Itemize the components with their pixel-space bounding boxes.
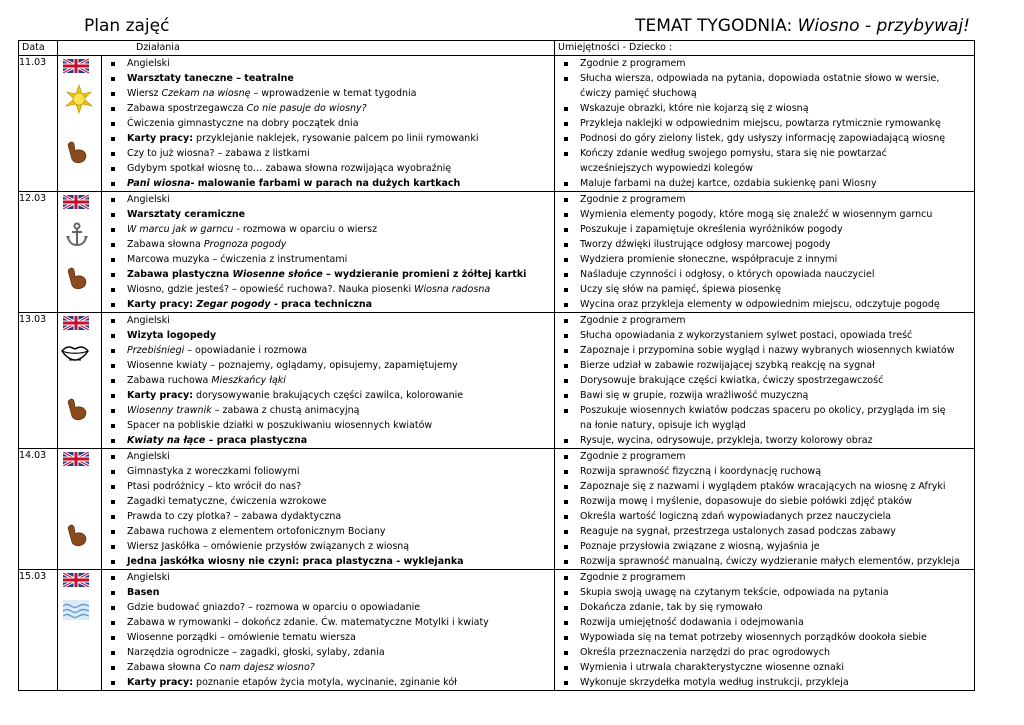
skill-item: ćwiczy pamięć słuchową bbox=[580, 88, 697, 99]
activity-text-part: Karty pracy: bbox=[127, 299, 197, 310]
skill-item: Wymienia i utrwala charakterystyczne wiosenne oznaki bbox=[557, 660, 970, 675]
activity-item bbox=[104, 343, 550, 358]
skill-item: Słucha opowiadania z wykorzystaniem sylwet postaci, opowiada treść bbox=[557, 328, 970, 343]
skill-item: Określa przeznaczenia narzędzi do prac ogrodowych bbox=[557, 645, 970, 660]
page-title: Plan zajęć bbox=[84, 16, 170, 36]
activity-text-part: Czekam na wiosnę bbox=[161, 88, 251, 99]
activity-item: Marcowa muzyka – ćwiczenia z instrumentami bbox=[104, 252, 550, 267]
header-date: Data bbox=[19, 41, 58, 56]
skill-item: Rozwija sprawność manualną, ćwiczy wydzieranie małych elementów, przykleja bbox=[557, 554, 970, 569]
activity-item: Wizyta logopedy bbox=[104, 328, 550, 343]
day-activities bbox=[102, 192, 555, 313]
day-icons bbox=[58, 56, 102, 192]
activity-item: Angielski bbox=[104, 570, 550, 585]
header-skills: Umiejętności - Dziecko : bbox=[555, 41, 975, 56]
skill-item: Wykonuje skrzydełka motyla według instrukcji, przykleja bbox=[557, 675, 970, 690]
activity-item bbox=[104, 282, 550, 297]
activity-item bbox=[104, 131, 550, 146]
skill-item: Zapoznaje się z nazwami i wyglądem ptaków wracających na wiosnę z Afryki bbox=[557, 479, 970, 494]
activity-item: Zagadki tematyczne, ćwiczenia wzrokowe bbox=[104, 494, 550, 509]
activity-item: Warsztaty ceramiczne bbox=[104, 207, 550, 222]
activity-text-part: Karty pracy: bbox=[127, 133, 194, 144]
activity-item: Prawda to czy plotka? – zabawa dydaktyczna bbox=[104, 509, 550, 524]
skill-item: Zgodnie z programem bbox=[557, 570, 970, 585]
skill-item: Zgodnie z programem bbox=[557, 56, 970, 71]
table-row bbox=[19, 56, 975, 192]
activity-item bbox=[104, 403, 550, 418]
skill-item: Wymienia elementy pogody, które mogą się znaleźć w wiosennym garncu bbox=[557, 207, 970, 222]
skill-item: Poszukuje i zapamiętuje określenia wyróżników pogody bbox=[557, 222, 970, 237]
activity-text-part: Karty pracy: bbox=[127, 677, 194, 688]
activity-item: Angielski bbox=[104, 56, 550, 71]
activity-list bbox=[102, 570, 554, 690]
activity-text-part: Zegar pogody bbox=[196, 299, 271, 310]
skill-item: Reaguje na sygnał, przestrzega ustalonych zasad podczas zabawy bbox=[557, 524, 970, 539]
activity-item bbox=[104, 176, 550, 191]
table-row bbox=[19, 313, 975, 449]
activity-text-part: - praca techniczna bbox=[270, 299, 373, 310]
day-date: 11.03 bbox=[19, 56, 58, 192]
skill-list bbox=[555, 192, 974, 312]
day-icons bbox=[58, 192, 102, 313]
skill-item: Określa wartość logiczną zdań wypowiadanych przez nauczyciela bbox=[557, 509, 970, 524]
sun-icon bbox=[64, 84, 94, 119]
activity-text-part: Zabawa słowna bbox=[127, 239, 204, 250]
day-activities bbox=[102, 449, 555, 570]
day-skills bbox=[555, 449, 975, 570]
activity-item bbox=[104, 237, 550, 252]
activity-item bbox=[104, 297, 550, 312]
skill-item: Poszukuje wiosennych kwiatów podczas spaceru po okolicy, przygląda im się bbox=[557, 403, 970, 418]
activity-item: Czy to już wiosna? – zabawa z listkami bbox=[104, 146, 550, 161]
activity-item: Gdybym spotkał wiosnę to… zabawa słowna rozwijająca wyobraźnię bbox=[104, 161, 550, 176]
day-icons bbox=[58, 449, 102, 570]
activity-item: Ćwiczenia gimnastyczne na dobry początek dnia bbox=[104, 116, 550, 131]
activity-item: Zabawa w rymowanki – dokończ zdanie. Ćw. matematyczne Motylki i kwiaty bbox=[104, 615, 550, 630]
skill-item: Bierze udział w zabawie rozwijającej szybką reakcję na sygnał bbox=[557, 358, 970, 373]
lips-icon bbox=[60, 343, 90, 368]
activity-item: Wiosenne porządki – omówienie tematu wiersza bbox=[104, 630, 550, 645]
activity-item: Gimnastyka z woreczkami foliowymi bbox=[104, 464, 550, 479]
header-activities: Działania bbox=[58, 41, 555, 56]
activity-list bbox=[102, 313, 554, 448]
activity-text-part: Zabawa plastyczna bbox=[127, 269, 233, 280]
activity-text-part: Wiosenny trawnik bbox=[127, 405, 212, 416]
activity-text-part: – opowiadanie i rozmowa bbox=[184, 345, 308, 356]
skill-item: Rozwija sprawność fizyczną i koordynację ruchową bbox=[557, 464, 970, 479]
activity-text-part: Mieszkańcy łąki bbox=[211, 375, 286, 386]
activity-text-part: poznanie etapów życia motyla, wycinanie, zginanie kół bbox=[193, 677, 457, 688]
day-date: 14.03 bbox=[19, 449, 58, 570]
table-row bbox=[19, 570, 975, 691]
skill-list bbox=[555, 449, 974, 569]
skill-item: Wskazuje obrazki, które nie kojarzą się z wiosną bbox=[557, 101, 970, 116]
week-theme bbox=[635, 16, 970, 36]
hand-icon bbox=[66, 523, 88, 552]
activity-item: Zabawa ruchowa z elementem ortofonicznym Bociany bbox=[104, 524, 550, 539]
activity-list bbox=[102, 56, 554, 191]
skill-item: Bawi się w grupie, rozwija wrażliwość muzyczną bbox=[557, 388, 970, 403]
activity-item bbox=[104, 675, 550, 690]
activity-item bbox=[104, 388, 550, 403]
activity-item: Narzędzia ogrodnicze – zagadki, głoski, sylaby, zdania bbox=[104, 645, 550, 660]
activity-text-part: Co nam dajesz wiosno? bbox=[203, 662, 315, 673]
flag-uk-icon bbox=[63, 316, 89, 335]
skill-item: Podnosi do góry zielony listek, gdy usłyszy informację zapowiadającą wiosnę bbox=[557, 131, 970, 146]
skill-list bbox=[555, 56, 974, 191]
activity-item: Angielski bbox=[104, 449, 550, 464]
activity-item: Spacer na pobliskie działki w poszukiwaniu wiosennych kwiatów bbox=[104, 418, 550, 433]
activity-text-part: Kwiaty na łące bbox=[127, 435, 206, 446]
activity-item bbox=[104, 660, 550, 675]
activity-text-part: – praca plastyczna bbox=[205, 435, 308, 446]
activity-text-part: Przebiśniegi bbox=[127, 345, 185, 356]
activity-text-part: Co nie pasuje do wiosny? bbox=[246, 103, 367, 114]
skill-item: wcześniejszych wypowiedzi kolegów bbox=[580, 163, 753, 174]
activity-item: Jedna jaskółka wiosny nie czyni: praca plastyczna - wyklejanka bbox=[104, 554, 550, 569]
skill-item: Skupia swoją uwagę na czytanym tekście, odpowiada na pytania bbox=[557, 585, 970, 600]
activity-text-part: Wiosna radosna bbox=[414, 284, 491, 295]
day-activities bbox=[102, 56, 555, 192]
table-row bbox=[19, 449, 975, 570]
activity-item bbox=[104, 433, 550, 448]
activity-item bbox=[104, 86, 550, 101]
activity-text-part: - malowanie farbami w parach na dużych kartkach bbox=[190, 178, 461, 189]
skill-item: Uczy się słów na pamięć, śpiewa piosenkę bbox=[557, 282, 970, 297]
skill-item: Rozwija umiejętność dodawania i odejmowania bbox=[557, 615, 970, 630]
activity-text-part: Pani wiosna bbox=[127, 178, 191, 189]
activity-text-part: – zabawa z chustą animacyjną bbox=[211, 405, 360, 416]
activity-text-part: – wydzieranie promieni z żółtej kartki bbox=[322, 269, 527, 280]
skill-item: Poznaje przysłowia związane z wiosną, wyjaśnia je bbox=[557, 539, 970, 554]
skill-item: Naśladuje czynności i odgłosy, o których opowiada nauczyciel bbox=[557, 267, 970, 282]
skill-item: Rozwija mowę i myślenie, dopasowuje do siebie połówki zdjęć ptaków bbox=[557, 494, 970, 509]
skill-item: Maluje farbami na dużej kartce, ozdabia sukienkę pani Wiosny bbox=[557, 176, 970, 191]
day-icons bbox=[58, 313, 102, 449]
activity-item: Ptasi podróżnicy – kto wrócił do nas? bbox=[104, 479, 550, 494]
activity-text-part: Zabawa ruchowa bbox=[127, 375, 212, 386]
activity-list bbox=[102, 192, 554, 312]
table-header-row bbox=[19, 41, 975, 56]
activity-list bbox=[102, 449, 554, 569]
skill-item: Zapoznaje i przypomina sobie wygląd i nazwy wybranych wiosennych kwiatów bbox=[557, 343, 970, 358]
skill-item: Przykleja naklejki w odpowiednim miejscu, powtarza rytmicznie rymowankę bbox=[557, 116, 970, 131]
skill-item: Wycina oraz przykleja elementy w odpowiednim miejscu, odczytuje pogodę bbox=[557, 297, 970, 312]
day-date: 13.03 bbox=[19, 313, 58, 449]
hand-icon bbox=[66, 140, 88, 169]
skill-item: Wydziera promienie słoneczne, współpracuje z innymi bbox=[557, 252, 970, 267]
week-theme-value: Wiosno - przybywaj! bbox=[797, 16, 970, 36]
day-icons bbox=[58, 570, 102, 691]
activity-text-part: Prognoza pogody bbox=[203, 239, 287, 250]
skill-item: Zgodnie z programem bbox=[557, 449, 970, 464]
activity-item: Wiersz Jaskółka – omówienie przysłów związanych z wiosną bbox=[104, 539, 550, 554]
activity-text-part: przyklejanie naklejek, rysowanie palcem po linii rymowanki bbox=[193, 133, 479, 144]
activity-item bbox=[104, 222, 550, 237]
water-icon bbox=[63, 600, 89, 625]
activity-item bbox=[104, 101, 550, 116]
activity-text-part: - rozmowa w oparciu o wiersz bbox=[233, 224, 378, 235]
activity-text-part: Wiosenne słońce bbox=[232, 269, 323, 280]
skill-item: Dokańcza zdanie, tak by się rymowało bbox=[557, 600, 970, 615]
activity-text-part: – wprowadzenie w temat tygodnia bbox=[250, 88, 417, 99]
skill-list bbox=[555, 313, 974, 448]
flag-uk-icon bbox=[63, 59, 89, 78]
activity-text-part: Karty pracy: bbox=[127, 390, 194, 401]
activity-item bbox=[104, 267, 550, 282]
day-skills bbox=[555, 313, 975, 449]
activity-item bbox=[104, 373, 550, 388]
skill-item: Zgodnie z programem bbox=[557, 192, 970, 207]
skill-list bbox=[555, 570, 974, 690]
skill-item: Tworzy dźwięki ilustrujące odgłosy marcowej pogody bbox=[557, 237, 970, 252]
plan-table bbox=[18, 40, 975, 691]
activity-text-part: Wiosno, gdzie jesteś? – opowieść ruchowa?. Nauka piosenki bbox=[127, 284, 415, 295]
activity-item: Gdzie budować gniazdo? – rozmowa w oparciu o opowiadanie bbox=[104, 600, 550, 615]
skill-item: Rysuje, wycina, odrysowuje, przykleja, tworzy kolorowy obraz bbox=[557, 433, 970, 448]
day-skills bbox=[555, 570, 975, 691]
activity-item: Wiosenne kwiaty – poznajemy, oglądamy, opisujemy, zapamiętujemy bbox=[104, 358, 550, 373]
skill-item: Słucha wiersza, odpowiada na pytania, dopowiada ostatnie słowo w wersie, bbox=[557, 71, 970, 86]
activity-item: Angielski bbox=[104, 313, 550, 328]
skill-item: Kończy zdanie według swojego pomysłu, stara się nie powtarzać bbox=[557, 146, 970, 161]
day-skills bbox=[555, 56, 975, 192]
day-date: 15.03 bbox=[19, 570, 58, 691]
day-activities bbox=[102, 313, 555, 449]
skill-item: Dorysowuje brakujące części kwiatka, ćwiczy spostrzegawczość bbox=[557, 373, 970, 388]
day-skills bbox=[555, 192, 975, 313]
day-activities bbox=[102, 570, 555, 691]
skill-item: Zgodnie z programem bbox=[557, 313, 970, 328]
activity-text-part: dorysowywanie brakujących części zawilca, kolorowanie bbox=[193, 390, 464, 401]
flag-uk-icon bbox=[63, 195, 89, 214]
activity-item: Warsztaty taneczne – teatralne bbox=[104, 71, 550, 86]
anchor-icon bbox=[64, 222, 90, 253]
flag-uk-icon bbox=[63, 573, 89, 592]
table-row bbox=[19, 192, 975, 313]
flag-uk-icon bbox=[63, 452, 89, 471]
activity-text-part: Zabawa spostrzegawcza bbox=[127, 103, 247, 114]
skill-item: na łonie natury, opisuje ich wygląd bbox=[580, 420, 746, 431]
day-date: 12.03 bbox=[19, 192, 58, 313]
activity-text-part: Zabawa słowna bbox=[127, 662, 204, 673]
hand-icon bbox=[66, 397, 88, 426]
activity-text-part: W marcu jak w garncu bbox=[127, 224, 234, 235]
activity-item: Angielski bbox=[104, 192, 550, 207]
activity-item: Basen bbox=[104, 585, 550, 600]
hand-icon bbox=[66, 266, 88, 295]
activity-text-part: Wiersz bbox=[127, 88, 162, 99]
week-theme-label: TEMAT TYGODNIA: bbox=[635, 16, 793, 36]
skill-item: Wypowiada się na temat potrzeby wiosennych porządków dookoła siebie bbox=[557, 630, 970, 645]
